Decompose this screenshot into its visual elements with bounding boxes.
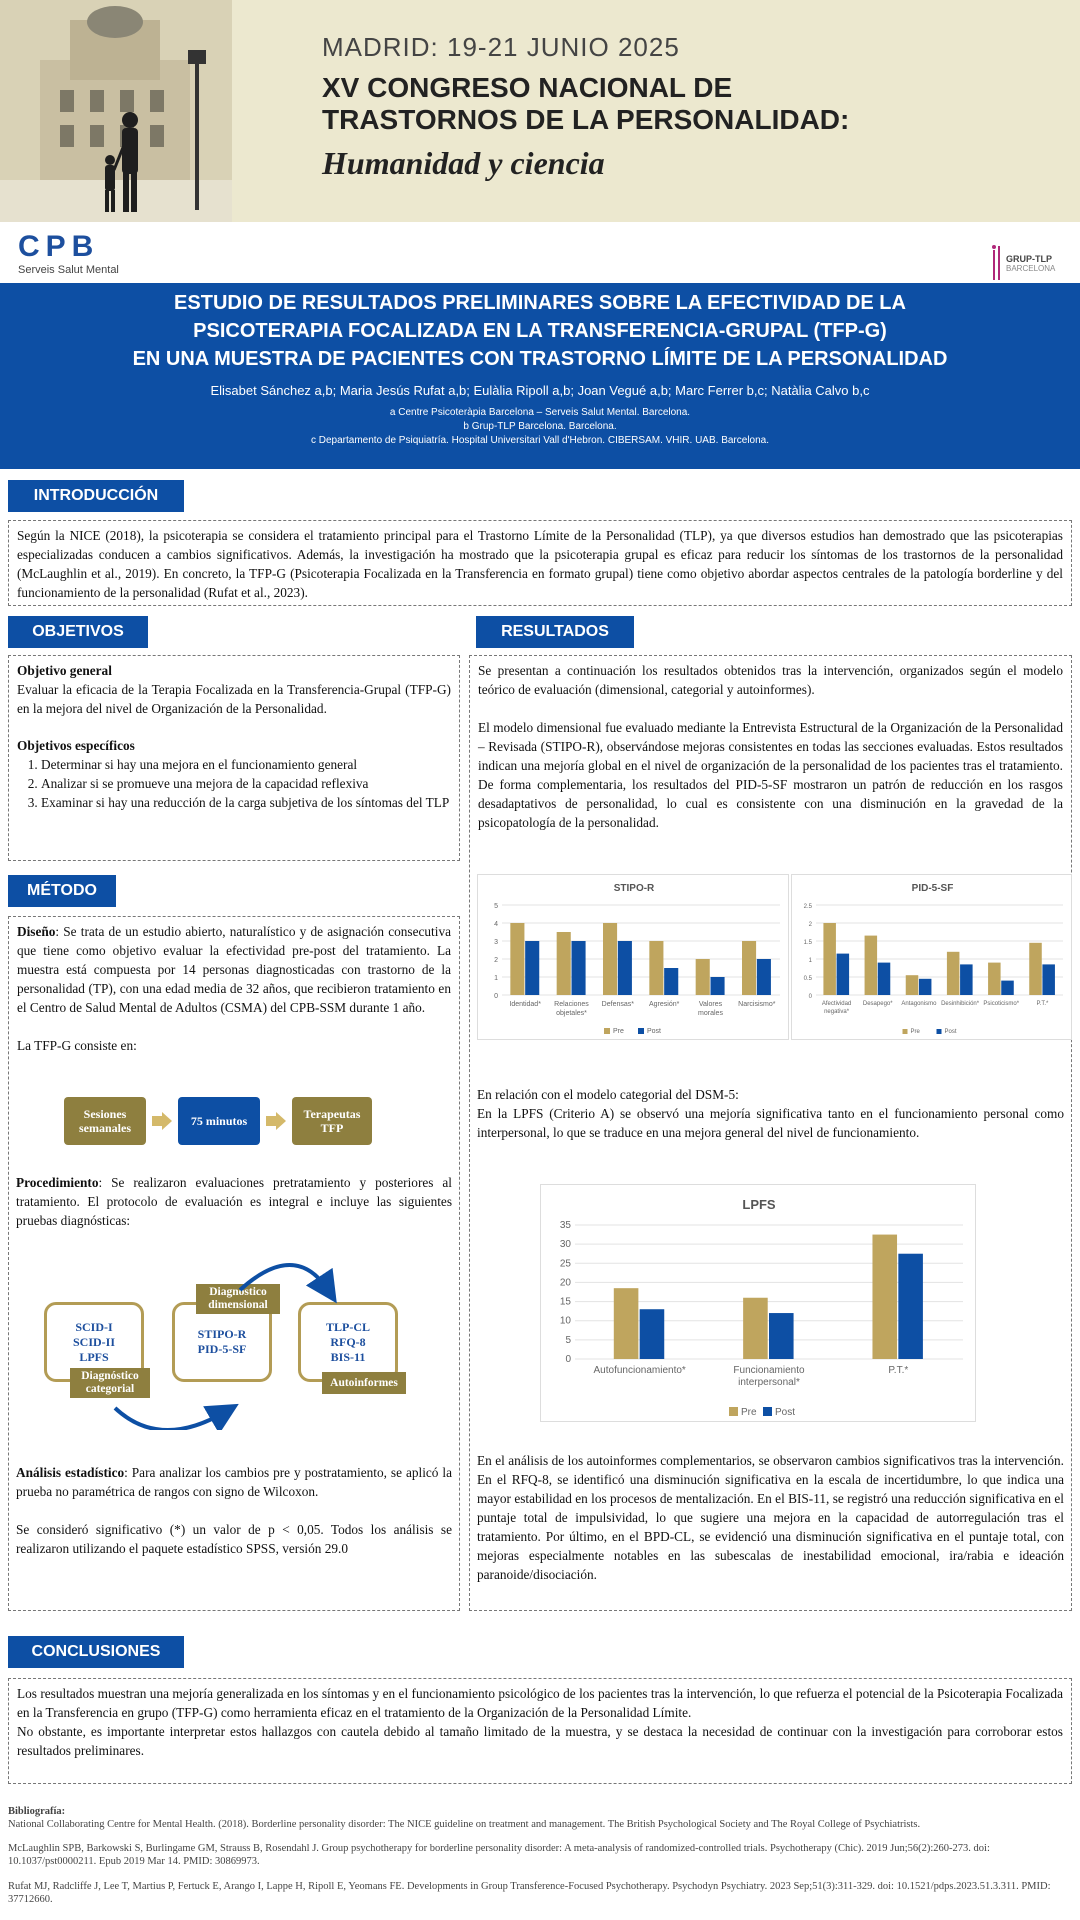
section-heading-intro: INTRODUCCIÓN [8, 480, 184, 512]
chart-title: LPFS [742, 1197, 776, 1212]
legend-swatch [937, 1029, 942, 1034]
poster-banner [0, 283, 1080, 469]
resultados-p3a: En relación con el modelo categorial del DSM-5: [477, 1087, 739, 1102]
chart-pid-5-sf-svg [792, 875, 1073, 1041]
objetivos-especificos-title: Objetivos específicos [17, 738, 135, 753]
flow-sesiones: Sesiones semanales [64, 1097, 146, 1145]
x-tick-label: Afectividad negativa* [821, 1001, 852, 1015]
resultados-categorial-block [469, 1080, 1072, 1147]
bar-post [618, 941, 632, 995]
bar-post [769, 1313, 794, 1359]
bar-post [711, 977, 725, 995]
legend-swatch [638, 1028, 644, 1034]
y-tick-label: 1 [808, 958, 812, 964]
resultados-autoinformes-block [469, 1446, 1072, 1589]
affiliation-b: b Grup-TLP Barcelona. Barcelona. [463, 421, 617, 432]
cpb-logo-letters: CPB [18, 230, 100, 263]
y-tick-label: 2.5 [803, 904, 812, 910]
chart-stipo-r-svg [478, 875, 790, 1041]
cpb-logo-subtitle: Serveis Salut Mental [18, 264, 119, 276]
conclusiones-p2: No obstante, es importante interpretar estos hallazgos con cautela debido al tamaño limitado de la muestra, y se destaca la necesidad de continuar con la investigación para corroborar estos resultados preliminares. [17, 1724, 1063, 1758]
madrid-illustration-icon [0, 0, 232, 222]
procedimiento-text: : Se realizaron evaluaciones pretratamiento y posteriores al tratamiento. El protocolo de evaluación es integral e incluye las siguientes pruebas diagnósticas: [16, 1175, 452, 1228]
chart-lpfs-svg [541, 1185, 977, 1423]
diagram-arrows-icon [100, 1250, 360, 1430]
objetivo-general-title: Objetivo general [17, 663, 112, 678]
legend-swatch [729, 1407, 738, 1416]
affiliation-c: c Departamento de Psiquiatría. Hospital Universitari Vall d'Hebron. CIBERSAM. VHIR. UAB. Barcelona. [310, 435, 770, 446]
y-tick-label: 1 [494, 975, 498, 982]
bar-pre [603, 923, 617, 995]
x-tick-label: Autofuncionamiento* [593, 1365, 686, 1376]
bar-post [837, 954, 850, 995]
legend-label: Post [775, 1407, 796, 1418]
chart-title: STIPO-R [613, 883, 655, 894]
resultados-p4: En el análisis de los autoinformes complementarios, se observaron cambios significativos tras la intervención. En el RFQ-8, se identificó una disminución significativa en la escala de incertidumbre, lo que indica una mayor estabilidad en los procesos de mentalización. En el BIS-11, se registró una reducción significativa en el puntaje total de impulsividad, lo que sugiere una mejora en la capacidad de autorregulación tras el tratamiento. Por último, en el BPD-CL, se evidenció una disminución significativa en el puntaje total, con mejoras especialmente notables en las subescalas de inestabilidad emocional, ira/rabia e ideación paranoide/disociación. [477, 1453, 1064, 1582]
poster-title-line2: PSICOTERAPIA FOCALIZADA EN LA TRANSFERENCIA-GRUPAL (TFP-G) [193, 320, 887, 342]
bar-post [525, 941, 539, 995]
y-tick-label: 10 [559, 1315, 571, 1327]
y-tick-label: 0.5 [803, 976, 812, 982]
legend-swatch [604, 1028, 610, 1034]
section-heading-objetivos: OBJETIVOS [8, 616, 148, 648]
x-tick-label: Identidad* [509, 1001, 541, 1008]
analisis-block [8, 1458, 460, 1563]
congress-title-line2: TRASTORNOS DE LA PERSONALIDAD: [322, 104, 850, 135]
bar-pre [988, 963, 1001, 995]
bar-post [757, 959, 771, 995]
significance-text: Se consideró significativo (*) un valor de p < 0,05. Todos los análisis se realizaron utilizando el paquete estadístico SPSS, versión 29.0 [16, 1522, 452, 1556]
chart-lpfs [540, 1184, 976, 1422]
section-heading-conclusiones: CONCLUSIONES [8, 1636, 184, 1668]
diseno-label: Diseño [17, 924, 56, 939]
x-tick-label: P.T.* [888, 1365, 909, 1376]
test-rfq-8: RFQ-8 [330, 1334, 366, 1349]
y-tick-label: 0 [494, 993, 498, 1000]
list-item: 2. Analizar si se promueve una mejora de la capacidad reflexiva [41, 774, 451, 793]
legend-swatch [903, 1029, 908, 1034]
conclusiones-p1: Los resultados muestran una mejoría generalizada en los síntomas y en el funcionamiento psicológico de los pacientes tras la intervención, lo que refuerza el potencial de la Psicoterapia Focalizada en la Transferencia en grupo (TFP-G) como herramienta eficaz en el tratamiento de la Organización de la Personalidad Límite. [17, 1686, 1063, 1720]
objetivos-box [8, 655, 460, 861]
test-scid-ii: SCID-II [72, 1334, 115, 1349]
flow-terapeutas: Terapeutas TFP [292, 1097, 372, 1145]
bar-pre [872, 1235, 897, 1359]
section-heading-resultados: RESULTADOS [476, 616, 634, 648]
reference-2: McLaughlin SPB, Barkowski S, Burlingame GM, Strauss B, Rosendahl J. Group psychotherapy for borderline personality disorder: A meta-analysis of randomized-controlled trials. Psychotherapy (Chic). 2019 Jun;56(2):260-273. doi: 10.1037/pst0000211. Epub 2019 Mar 14. PMID: 30869973. [8, 1843, 990, 1867]
y-tick-label: 1.5 [803, 940, 812, 946]
legend-label: Post [944, 1029, 957, 1035]
bar-post [960, 964, 973, 995]
y-tick-label: 4 [494, 921, 498, 928]
bar-pre [742, 941, 756, 995]
bar-post [1001, 981, 1014, 995]
legend-label: Pre [741, 1407, 757, 1418]
intro-text: Según la NICE (2018), la psicoterapia se considera el tratamiento principal para el Trastorno Límite de la Personalidad (TLP), ya que diversos estudios han demostrado que las psicoterapias especializadas conducen a cambios significativos. Además, la investigación ha mostrado que la psicoterapia grupal es eficaz para reducir los síntomas de los trastornos de la personalidad (McLaughlin et al., 2019). En concreto, la TFP-G (Psicoterapia Focalizada en la Transferencia en formato grupal) tiene como objetivo abordar aspectos centrales de la patología borderline y del funcionamiento de la personalidad (Rufat et al., 2023). [17, 528, 1063, 600]
x-tick-label: Agresión* [648, 1001, 680, 1008]
intro-box [8, 520, 1072, 606]
bar-pre [947, 952, 960, 995]
bar-pre [649, 941, 663, 995]
test-stipo-r: STIPO-R [197, 1327, 247, 1341]
congress-header [0, 0, 1080, 222]
analisis-text: : Para analizar los cambios pre y postratamiento, se aplicó la prueba no paramétrica de rangos con signo de Wilcoxon. [16, 1465, 452, 1499]
grup-tlp-logo-text: GRUP-TLP [1006, 254, 1052, 264]
diseno-text: : Se trata de un estudio abierto, naturalístico y de asignación consecutiva que tiene como objetivo evaluar la efectividad pre-post del tratamiento. La muestra está compuesta por 14 personas diagnosticadas con trastorno de la personalidad (TP), con una edad media de 32 años, que recibieron tratamiento en el Centro de Salud Mental de Adultos (CSMA) del CPB-SSM durante 1 año. [17, 924, 451, 1015]
tag-autoinformes: Autoinformes [322, 1372, 406, 1394]
tfp-intro: La TFP-G consiste en: [17, 1038, 137, 1053]
analisis-label: Análisis estadístico [16, 1465, 125, 1480]
bar-post [878, 963, 891, 995]
bar-pre [510, 923, 524, 995]
bar-post [572, 941, 586, 995]
congress-date: MADRID: 19-21 JUNIO 2025 [322, 32, 680, 62]
reference-3: Rufat MJ, Radcliffe J, Lee T, Martius P, Fertuck E, Arango I, Lappe H, Ripoll E, Yeomans FE. Developments in Group Transference-Focused Psychotherapy. Psychodyn Psychiatry. 2023 Sep;51(3):311-329. doi: 10.1521/pdps.2023.51.3.311. PMID: 37712660. [8, 1881, 1051, 1905]
congress-title-line1: XV CONGRESO NACIONAL DE [322, 72, 733, 103]
resultados-p2: El modelo dimensional fue evaluado mediante la Entrevista Estructural de la Organización de la Personalidad – Revisada (STIPO-R), observándose mejoras consistentes en todas las secciones evaluadas. Estos resultados indican una mejoría global en el nivel de organización de la personalidad de los pacientes tras el tratamiento. De forma complementaria, los resultados del PID-5-SF mostraron un patrón de reducción en los rasgos desadaptativos de personalidad, lo cual es consistente con una disminución en la gravedad de la psicopatología de la personalidad. [478, 720, 1063, 830]
list-item: 3. Examinar si hay una reducción de la carga subjetiva de los síntomas del TLP [41, 793, 451, 812]
flow-arrow-icon [266, 1112, 286, 1130]
test-lpfs: LPFS [79, 1349, 109, 1364]
bar-pre [823, 923, 836, 995]
flow-minutos: 75 minutos [178, 1097, 260, 1145]
y-tick-label: 15 [559, 1296, 571, 1308]
bar-pre [1029, 943, 1042, 995]
congress-subtitle: Humanidad y ciencia [322, 145, 605, 181]
bar-post [1042, 964, 1055, 995]
x-tick-label: Relaciones objetales* [554, 1001, 589, 1017]
cpb-logo [18, 230, 119, 276]
poster-title-line1: ESTUDIO DE RESULTADOS PRELIMINARES SOBRE LA EFECTIVIDAD DE LA [174, 292, 906, 314]
test-scid-i: SCID-I [75, 1319, 113, 1334]
tag-diagnostico-dimensional: Diagnóstico dimensional [196, 1284, 280, 1314]
y-tick-label: 30 [559, 1239, 571, 1251]
grup-tlp-logo-subtitle: BARCELONA [1006, 264, 1056, 273]
test-tlp-cl: TLP-CL [325, 1319, 370, 1334]
bibliografia-title: Bibliografía: [8, 1806, 66, 1817]
y-tick-label: 0 [565, 1354, 571, 1365]
affiliation-a: a Centre Psicoteràpia Barcelona – Serveis Salut Mental. Barcelona. [389, 407, 691, 418]
legend-label: Post [647, 1028, 662, 1035]
x-tick-label: Narcisismo* [738, 1001, 776, 1008]
y-tick-label: 25 [559, 1258, 571, 1270]
legend-label: Pre [910, 1029, 920, 1035]
chart-stipo-r [477, 874, 789, 1040]
chart-pid-5-sf [791, 874, 1072, 1040]
bar-post [664, 968, 678, 995]
conclusiones-box [8, 1678, 1072, 1784]
y-tick-label: 20 [559, 1277, 571, 1289]
test-pid-5-sf: PID-5-SF [197, 1342, 247, 1356]
x-tick-label: Desinhibición* [941, 1001, 980, 1007]
bar-pre [865, 936, 878, 995]
chart-title: PID-5-SF [911, 883, 954, 894]
list-item: 1. Determinar si hay una mejora en el funcionamiento general [41, 755, 451, 774]
procedimiento-label: Procedimiento [16, 1175, 99, 1190]
x-tick-label: Psicoticismo* [983, 1001, 1020, 1007]
bar-pre [614, 1288, 639, 1359]
x-tick-label: P.T.* [1036, 1001, 1049, 1007]
bar-pre [557, 932, 571, 995]
y-tick-label: 35 [559, 1220, 571, 1231]
x-tick-label: Defensas* [601, 1001, 634, 1008]
objetivos-especificos-list [17, 755, 451, 812]
resultados-p3b: En la LPFS (Criterio A) se observó una mejoría significativa tanto en el funcionamiento personal como interpersonal, lo que se traduce en una mejora general del nivel de funcionamiento. [477, 1106, 1064, 1140]
authors: Elisabet Sánchez a,b; Maria Jesús Rufat a,b; Eulàlia Ripoll a,b; Joan Vegué a,b; Marc Ferrer b,c; Natàlia Calvo b,c [210, 383, 870, 398]
y-tick-label: 3 [494, 939, 498, 946]
procedimiento-block [8, 1168, 460, 1235]
x-tick-label: Funcionamiento interpersonal* [733, 1365, 805, 1388]
bar-post [898, 1254, 923, 1359]
x-tick-label: Antagonismo [901, 1001, 937, 1007]
bar-pre [696, 959, 710, 995]
bar-post [919, 979, 932, 995]
bar-post [640, 1309, 665, 1359]
objetivo-general-text: Evaluar la eficacia de la Terapia Focalizada en la Transferencia-Grupal (TFP-G) en la mejora del nivel de Organización de la Personalidad. [17, 682, 451, 716]
y-tick-label: 2 [808, 922, 812, 928]
bar-pre [743, 1298, 768, 1359]
x-tick-label: Valores morales [698, 1001, 723, 1017]
poster-title-line3: EN UNA MUESTRA DE PACIENTES CON TRASTORNO LÍMITE DE LA PERSONALIDAD [132, 348, 948, 370]
bar-pre [906, 975, 919, 995]
legend-label: Pre [613, 1028, 624, 1035]
y-tick-label: 5 [494, 903, 498, 910]
flow-arrow-icon [152, 1112, 172, 1130]
grup-tlp-emblem-icon [990, 242, 1004, 282]
reference-1: National Collaborating Centre for Mental Health. (2018). Borderline personality disorder: The NICE guideline on treatment and management. The British Psychological Society and The Royal College of Psychiatrists. [8, 1819, 921, 1830]
resultados-p1: Se presentan a continuación los resultados obtenidos tras la intervención, organizados según el modelo teórico de evaluación (dimensional, categorial y autoinformes). [478, 663, 1063, 697]
legend-swatch [763, 1407, 772, 1416]
y-tick-label: 0 [808, 994, 812, 1000]
tag-diagnostico-categorial: Diagnóstico categorial [70, 1368, 150, 1398]
section-heading-metodo: MÉTODO [8, 875, 116, 907]
grup-tlp-logo [990, 240, 1070, 284]
y-tick-label: 5 [565, 1334, 571, 1346]
y-tick-label: 2 [494, 957, 498, 964]
x-tick-label: Desapego* [862, 1001, 893, 1007]
test-bis-11: BIS-11 [330, 1349, 366, 1364]
